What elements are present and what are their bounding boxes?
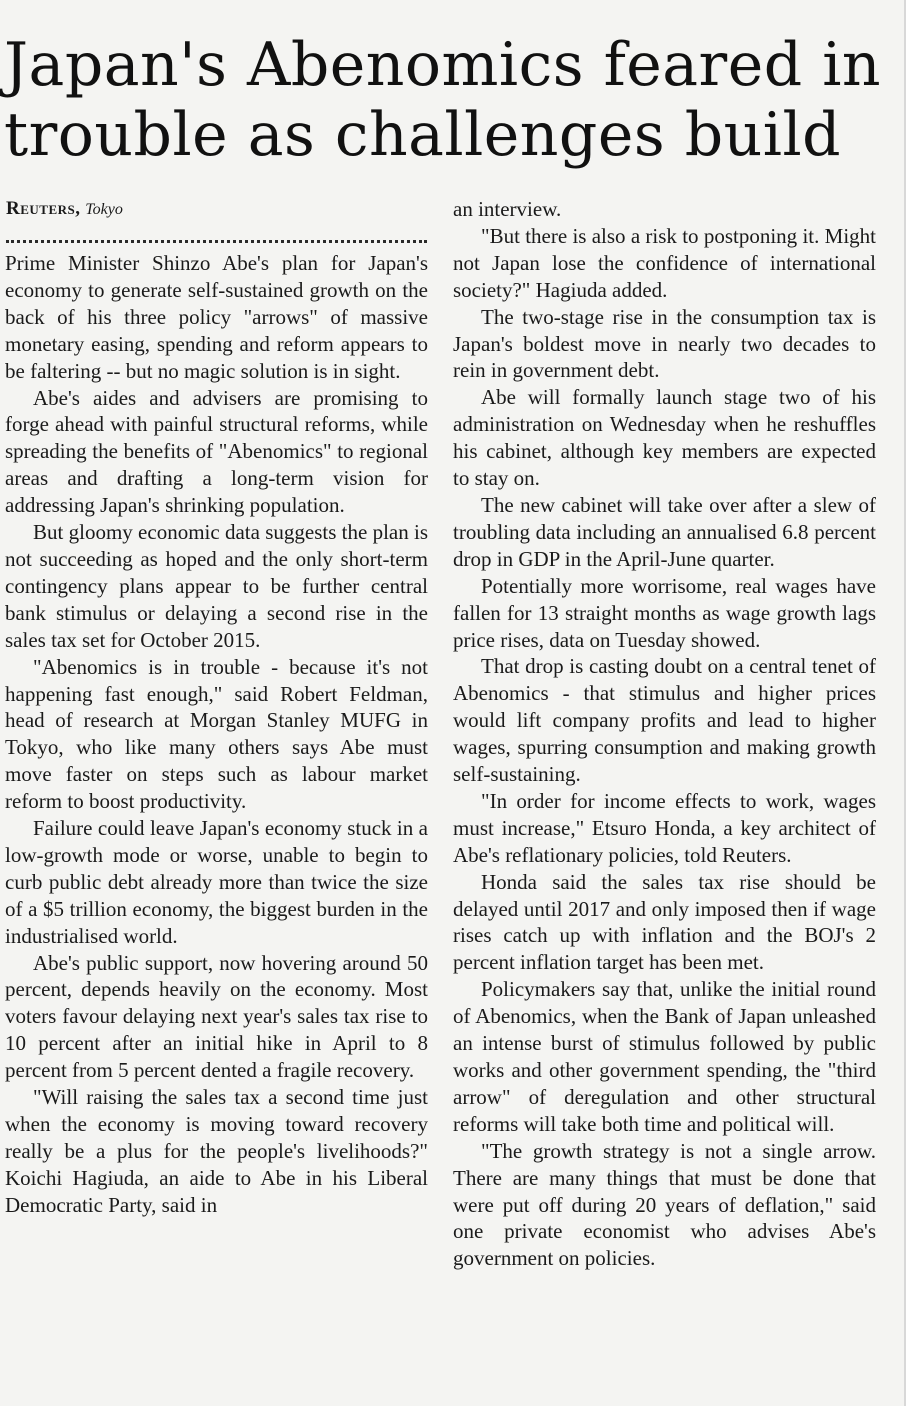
dotted-divider: [6, 240, 427, 243]
byline-place: Tokyo: [85, 201, 123, 218]
right-column: [453, 196, 876, 1272]
byline-agency: Reuters,: [6, 198, 81, 219]
left-column: [5, 250, 428, 1219]
paragraph: That drop is casting doubt on a central tenet of Abenomics - that stimulus and higher prices would lift company profits and lead to higher wages, spurring consumption and making growth self-sustaining.: [453, 654, 876, 787]
paragraph: Honda said the sales tax rise should be delayed until 2017 and only imposed then if wage rises catch up with inflation and the BOJ's 2 percent inflation target has been met.: [453, 869, 876, 975]
paragraph: Policymakers say that, unlike the initial round of Abenomics, when the Bank of Japan unleashed an intense burst of stimulus followed by public works and other government spending, the "third arrow" of deregulation and other structural reforms will take both time and political will.: [453, 977, 876, 1136]
paragraph: The two-stage rise in the consumption tax is Japan's boldest move in nearly two decades to rein in government debt.: [453, 304, 876, 383]
paragraph: But gloomy economic data suggests the plan is not succeeding as hoped and the only short-term contingency plans appear to be further central bank stimulus or delaying a second rise in the sales tax set for October 2015.: [5, 520, 428, 652]
headline: Japan's Abenomics feared in trouble as challenges build: [4, 30, 882, 170]
paragraph: Abe's aides and advisers are promising to forge ahead with painful structural reforms, while spreading the benefits of "Abenomics" to regional areas and drafting a long-term vision for addressing Japan's shrinking population.: [5, 385, 428, 518]
paragraph: "But there is also a risk to postponing it. Might not Japan lose the confidence of international society?" Hagiuda added.: [453, 223, 876, 302]
paragraph: "In order for income effects to work, wages must increase," Etsuro Honda, a key architect of Abe's reflationary policies, told Reuters.: [453, 788, 876, 867]
paragraph: Failure could leave Japan's economy stuck in a low-growth mode or worse, unable to begin to curb public debt already more than twice the size of a $5 trillion economy, the biggest burden in the industrialised world.: [5, 816, 428, 948]
paragraph: Prime Minister Shinzo Abe's plan for Japan's economy to generate self-sustained growth on the back of his three policy "arrows" of massive monetary easing, spending and reform appears to be faltering -- but no magic solution is in sight.: [5, 251, 428, 383]
paragraph: an interview.: [453, 197, 562, 221]
paragraph: Abe will formally launch stage two of his administration on Wednesday when he reshuffles his cabinet, although key members are expected to stay on.: [453, 385, 876, 491]
paragraph: Abe's public support, now hovering around 50 percent, depends heavily on the economy. Most voters favour delaying next year's sales tax rise to 10 percent after an initial hike in April to 8 percent from 5 percent dented a fragile recovery.: [5, 950, 428, 1083]
paragraph: "Will raising the sales tax a second time just when the economy is moving toward recovery really be a plus for the people's livelihoods?" Koichi Hagiuda, an aide to Abe in his Liberal Democratic Party, said in: [5, 1085, 428, 1217]
paragraph: "The growth strategy is not a single arrow. There are many things that must be done that were put off during 20 years of deflation," said one private economist who advises Abe's government on policies.: [453, 1138, 876, 1271]
paragraph: Potentially more worrisome, real wages have fallen for 13 straight months as wage growth lags price rises, data on Tuesday showed.: [453, 573, 876, 652]
paragraph: The new cabinet will take over after a slew of troubling data including an annualised 6.8 percent drop in GDP in the April-June quarter.: [453, 492, 876, 571]
paragraph: "Abenomics is in trouble - because it's not happening fast enough," said Robert Feldman, head of research at Morgan Stanley MUFG in Tokyo, who like many others says Abe must move faster on steps such as labour market reform to boost productivity.: [5, 654, 428, 814]
byline: [6, 197, 123, 222]
